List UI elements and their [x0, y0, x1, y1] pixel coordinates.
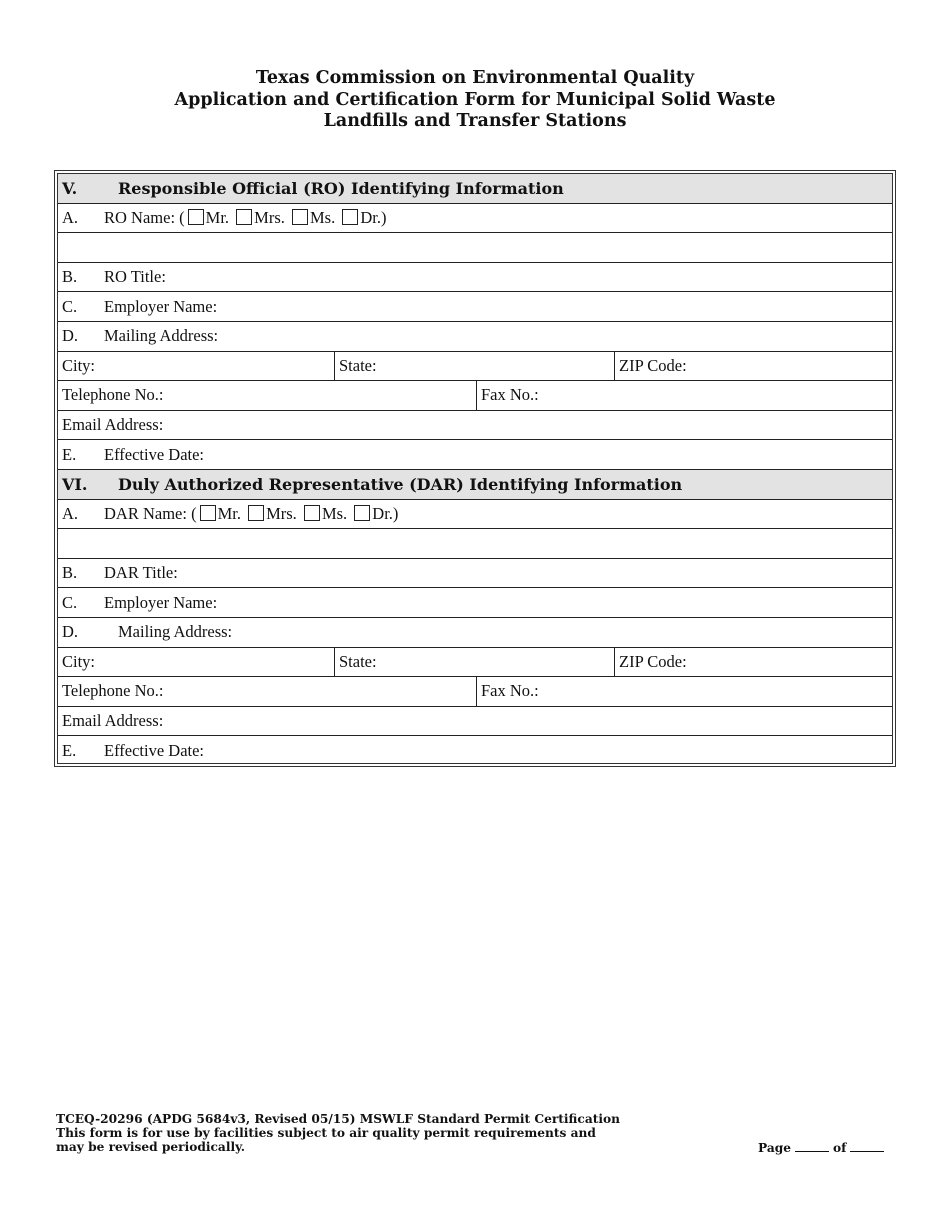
dar-name-field[interactable]: [58, 529, 892, 559]
ro-title-label: RO Title:: [104, 267, 166, 287]
form-header: [0, 68, 950, 133]
dar-name-row: A. DAR Name: ( Mr. Mrs. Ms. Dr.): [58, 500, 892, 530]
dar-effective-date-label: Effective Date:: [104, 741, 205, 761]
section-number: VI.: [62, 474, 88, 494]
dar-dr-checkbox[interactable]: [354, 505, 370, 521]
dar-employer-label: Employer Name:: [104, 592, 218, 612]
dar-phone-field[interactable]: Telephone No.:: [62, 681, 164, 701]
dar-mailing-row[interactable]: D. Mailing Address:: [58, 618, 892, 648]
ro-mrs-checkbox[interactable]: [236, 209, 252, 225]
ro-mr-checkbox[interactable]: [188, 209, 204, 225]
page-number: Page of: [758, 1140, 888, 1155]
ro-name-row: A. RO Name: ( Mr. Mrs. Ms. Dr.): [58, 204, 892, 234]
page-total-blank[interactable]: [850, 1140, 884, 1152]
dar-email-row[interactable]: [58, 707, 892, 737]
ro-dr-checkbox[interactable]: [342, 209, 358, 225]
section-number: V.: [62, 178, 78, 198]
ro-city-state-zip-row: [58, 352, 892, 382]
form-subtitle: Landfills and Transfer Stations: [323, 111, 627, 131]
dar-state-field[interactable]: State:: [334, 648, 614, 677]
form-id: TCEQ-20296 (APDG 5684v3, Revised 05/15) MSWLF Standard Permit Certification: [56, 1112, 620, 1126]
ro-ms-checkbox[interactable]: [292, 209, 308, 225]
ro-effective-date-row[interactable]: E. Effective Date:: [58, 440, 892, 470]
dar-mr-checkbox[interactable]: [200, 505, 216, 521]
dar-city-field[interactable]: City:: [62, 651, 96, 671]
dar-employer-row[interactable]: C. Employer Name:: [58, 588, 892, 618]
ro-city-field[interactable]: City:: [62, 355, 96, 375]
dar-phone-fax-row: [58, 677, 892, 707]
ro-effective-date-label: Effective Date:: [104, 444, 205, 464]
ro-title-row[interactable]: B. RO Title:: [58, 263, 892, 293]
section-title: Duly Authorized Representative (DAR) Identifying Information: [118, 474, 683, 494]
ro-phone-field[interactable]: Telephone No.:: [62, 385, 164, 405]
form-footer: [56, 1112, 620, 1155]
ro-mailing-label: Mailing Address:: [104, 326, 219, 346]
dar-name-label: DAR Name:: [104, 503, 187, 523]
ro-email-label: Email Address:: [62, 415, 164, 435]
section-v-header: [58, 174, 892, 204]
section-title: Responsible Official (RO) Identifying Information: [118, 178, 564, 198]
ro-zip-field[interactable]: ZIP Code:: [614, 352, 892, 381]
section-vi-header: [58, 470, 892, 500]
ro-name-label: RO Name:: [104, 207, 176, 227]
agency-title: Texas Commission on Environmental Quality: [255, 68, 695, 88]
ro-mailing-row[interactable]: D. Mailing Address:: [58, 322, 892, 352]
dar-effective-date-row[interactable]: E. Effective Date:: [62, 741, 205, 761]
dar-fax-field[interactable]: Fax No.:: [476, 677, 892, 706]
ro-employer-label: Employer Name:: [104, 296, 218, 316]
page-number-blank[interactable]: [795, 1140, 829, 1152]
form-table: [54, 170, 896, 767]
dar-mailing-label: Mailing Address:: [118, 622, 233, 642]
dar-zip-field[interactable]: ZIP Code:: [614, 648, 892, 677]
ro-fax-field[interactable]: Fax No.:: [476, 381, 892, 410]
dar-ms-checkbox[interactable]: [304, 505, 320, 521]
dar-city-state-zip-row: [58, 648, 892, 678]
ro-name-field[interactable]: [58, 233, 892, 263]
ro-employer-row[interactable]: C. Employer Name:: [58, 292, 892, 322]
dar-email-label: Email Address:: [62, 710, 164, 730]
footer-note: This form is for use by facilities subject to air quality permit requirements and: [56, 1126, 596, 1141]
form-title: Application and Certification Form for Municipal Solid Waste: [174, 89, 776, 110]
dar-mrs-checkbox[interactable]: [248, 505, 264, 521]
ro-state-field[interactable]: State:: [334, 352, 614, 381]
ro-email-row[interactable]: [58, 411, 892, 441]
dar-title-label: DAR Title:: [104, 563, 178, 583]
dar-title-row[interactable]: B. DAR Title:: [58, 559, 892, 589]
ro-phone-fax-row: [58, 381, 892, 411]
footer-note-2: may be revised periodically.: [56, 1140, 246, 1155]
